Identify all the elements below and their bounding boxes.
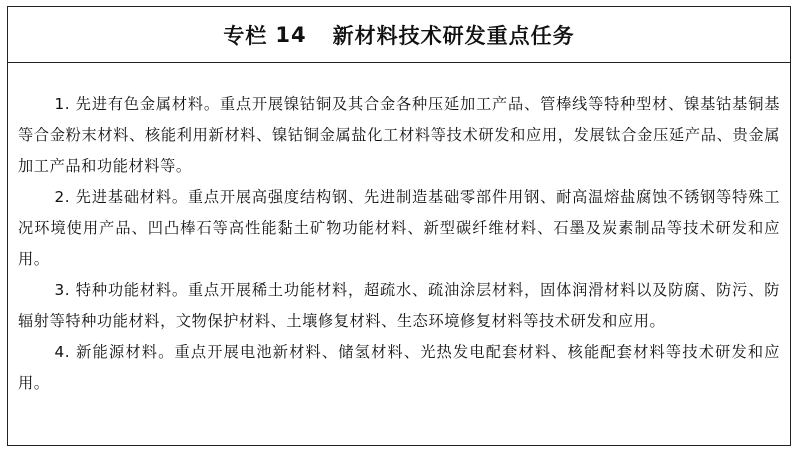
task-item-3-heading: 3. 特种功能材料。 <box>54 281 188 299</box>
task-item-4 <box>18 337 780 399</box>
task-item-2-heading: 2. 先进基础材料。 <box>54 188 188 206</box>
task-item-2 <box>18 182 780 275</box>
task-item-1-heading: 1. 先进有色金属材料。 <box>54 95 220 113</box>
title-text: 新材料技术研发重点任务 <box>332 23 575 48</box>
title-number: 14 <box>275 22 307 47</box>
box-title <box>8 7 790 63</box>
task-item-3-body: 重点开展稀土功能材料，超疏水、疏油涂层材料，固体润滑材料以及防腐、防污、防辐射等特种功能材料，文物保护材料、土壤修复材料、生态环境修复材料等技术研发和应用。 <box>18 281 780 330</box>
task-item-4-body: 重点开展电池新材料、储氢材料、光热发电配套材料、核能配套材料等技术研发和应用。 <box>18 343 781 392</box>
task-item-2-body: 重点开展高强度结构钢、先进制造基础零部件用钢、耐高温熔盐腐蚀不锈钢等特殊工况环境使用产品、凹凸棒石等高性能黏土矿物功能材料、新型碳纤维材料、石墨及炭素制品等技术研发和应用。 <box>18 188 780 268</box>
task-item-1 <box>18 89 780 182</box>
feature-box <box>7 6 791 446</box>
task-item-3 <box>18 275 780 337</box>
title-prefix: 专栏 <box>223 23 268 48</box>
task-item-1-body: 重点开展镍钴铜及其合金各种压延加工产品、管棒线等特种型材、镍基钴基铜基等合金粉末材料、核能利用新材料、镍钴铜金属盐化工材料等技术研发和应用，发展钛合金压延产品、贵金属加工产品和功能材料等。 <box>18 95 780 175</box>
task-item-4-heading: 4. 新能源材料。 <box>54 343 175 361</box>
box-content <box>8 63 790 399</box>
